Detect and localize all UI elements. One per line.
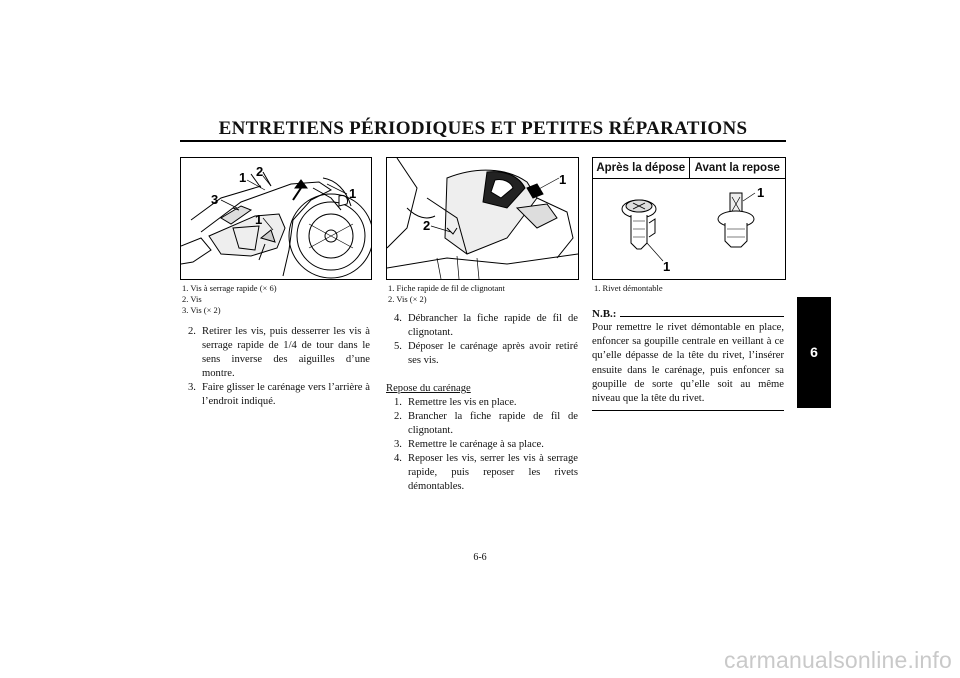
figure1-callout: 1 [239, 170, 247, 185]
column2-text [386, 312, 578, 494]
figure1-caption-item: 3. Vis (× 2) [182, 305, 221, 315]
rivet-header-after-removal: Après la dépose [593, 158, 690, 178]
step-item [180, 325, 370, 381]
figure1-caption-item: 2. Vis [182, 294, 202, 304]
step-text: Débrancher la fiche rapide de fil de clignotant. [408, 313, 578, 338]
figure1-caption-item: 1. Vis à serrage rapide (× 6) [182, 283, 277, 293]
fairing-inner-illustration [387, 158, 578, 279]
step-number: 4. [394, 453, 402, 464]
figure2-caption-item: 1. Fiche rapide de fil de clignotant [388, 283, 505, 293]
figure3-legend [594, 283, 663, 294]
step-item [386, 396, 578, 410]
step-number: 1. [394, 397, 402, 408]
step-number: 2. [394, 411, 402, 422]
page-title: ENTRETIENS PÉRIODIQUES ET PETITES RÉPARATIONS [218, 118, 748, 139]
step-item [386, 438, 578, 452]
figure3-callout: 1 [757, 185, 765, 200]
rivet-header-before-install: Avant la repose [694, 162, 780, 174]
rivet-figure-header [593, 158, 785, 179]
note-title: N.B.: [592, 308, 617, 320]
watermark: carmanualsonline.info [724, 647, 952, 673]
figure1-callout: 1 [349, 186, 357, 201]
step-item [386, 312, 578, 340]
note-box [592, 308, 784, 411]
step-number: 5. [394, 341, 402, 352]
figure1-callout: 3 [211, 192, 219, 207]
figure2-callout: 1 [559, 172, 567, 187]
step-text: Brancher la fiche rapide de fil de clignotant. [408, 411, 578, 436]
column1-text [180, 325, 370, 409]
step-text: Remettre les vis en place. [408, 397, 517, 408]
step-text: Reposer les vis, serrer les vis à serrage rapide, puis reposer les rivets démontables. [408, 453, 578, 492]
figure1-callout: 1 [255, 212, 263, 227]
step-number: 2. [188, 326, 196, 337]
note-text: Pour remettre le rivet démontable en place, enfoncer sa goupille centrale en veillant à ce qu’elle dépasse de la tête du rivet, l’insérer ensuite dans le carénage, puis enfoncer sa goupille de sorte qu’elle soit au même niveau que la tête du rivet. [592, 322, 784, 405]
chapter-tab: 6 [797, 297, 831, 408]
step-item [386, 340, 578, 368]
step-text: Faire glisser le carénage vers l’arrière à l’endroit indiqué. [202, 382, 370, 407]
step-text: Remettre le carénage à sa place. [408, 439, 544, 450]
step-text: Retirer les vis, puis desserrer les vis à serrage rapide de 1/4 de tour dans le sens inverse des aiguilles d’une montre. [202, 326, 370, 379]
figure-turn-signal-connector [386, 157, 579, 280]
figure3-caption-item: 1. Rivet démontable [594, 283, 663, 293]
page-number: 6-6 [473, 552, 487, 563]
rivet-illustration [593, 179, 785, 279]
step-number: 3. [188, 382, 196, 393]
step-item [386, 452, 578, 494]
figure2-callout: 2 [423, 218, 431, 233]
note-bottom-rule [592, 410, 784, 411]
figure-rivet [592, 157, 786, 280]
figure2-legend [388, 283, 505, 305]
step-number: 4. [394, 313, 402, 324]
figure3-callout: 1 [663, 259, 671, 274]
figure1-legend [182, 283, 277, 316]
header-rule [180, 140, 786, 142]
step-text: Déposer le carénage après avoir retiré ses vis. [408, 341, 578, 366]
step-number: 3. [394, 439, 402, 450]
step-item [180, 381, 370, 409]
figure1-callout: 2 [256, 164, 264, 179]
fairing-side-illustration [181, 158, 371, 279]
figure-fairing-screws [180, 157, 372, 280]
figure2-caption-item: 2. Vis (× 2) [388, 294, 427, 304]
section-subheading: Repose du carénage [386, 383, 471, 394]
step-item [386, 410, 578, 438]
note-title-rule [620, 316, 784, 317]
